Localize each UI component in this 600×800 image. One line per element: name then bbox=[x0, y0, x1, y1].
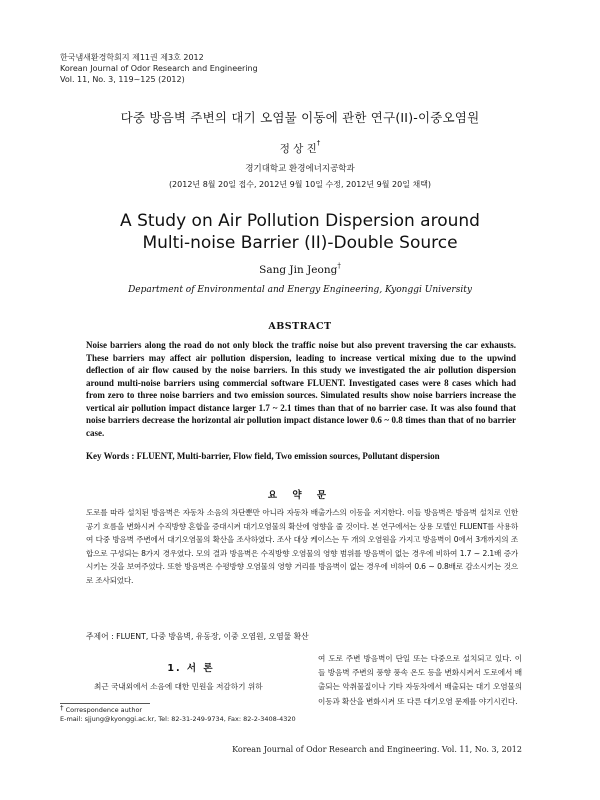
english-title bbox=[0, 210, 600, 254]
footnote-mark: † bbox=[60, 704, 64, 712]
journal-korean-name: 한국냄새환경학회지 제11권 제3호 2012 bbox=[60, 53, 204, 62]
journal-volume: Vol. 11, No. 3, 119~125 (2012) bbox=[60, 75, 185, 84]
korean-abstract-body: 도로를 따라 설치된 방음벽은 자동차 소음의 차단뿐만 아니라 자동차 배출가스의 이동을 저지한다. 이들 방음벽은 방음벽 설치로 인한 공기 흐름을 변화시켜 수직방향 혼합을 증대시켜 대기오염물의 확산에 영향을 줄 것이다. 본 연구에서는 상용 모델인 FLUENT를 사용하여 다중 방음벽 주변에서 대기오염물의 확산을 조사하였다. 조사 대상 케이스는 두 개의 오염원을 가지고 방음벽이 0에서 3개까지의 조합으로 구성되는 8가지 경우였다. 모의 결과 방음벽은 수직방향 오염물의 영향 범위를 방음벽이 없는 경우에 비하여 1.7 ~ 2.1배 증가시키는 것을 보여주었다. 또한 방음벽은 수평방향 오염물의 영향 거리를 방음벽이 없는 경우에 비하여 0.6 ~ 0.8배로 감소시키는 것으로 조사되었다. bbox=[86, 508, 518, 585]
abstract-body: Noise barriers along the road do not only block the traffic noise but also prevent traversing the car exhausts. These barriers may affect air pollution dispersion, leading to increase vertical mixing due to the upwind deflection of air flow caused by the noise barriers. In this study we investigated the air pollution dispersion around multi-noise barriers using commercial software FLUENT. Investigated cases were 8 cases which had from zero to three noise barriers and two emission sources. Simulated results show noise barriers increase the vertical air pollution impact distance larger 1.7 ~ 2.1 times than that of no barrier case. It was also found that noise barriers decrease the horizontal air pollution impact distance lower 0.6 ~ 0.8 times than that of no barrier case. bbox=[86, 340, 516, 438]
footnote-contact: E-mail: sjjung@kyonggi.ac.kr, Tel: 82-31-249-9734, Fax: 82-2-3408-4320 bbox=[60, 715, 296, 723]
korean-affiliation: 경기대학교 환경에너지공학과 bbox=[245, 164, 355, 174]
page-footer: Korean Journal of Odor Research and Engineering. Vol. 11, No. 3, 2012 bbox=[232, 745, 522, 754]
english-title-line2: Multi-noise Barrier (II)-Double Source bbox=[142, 233, 458, 253]
korean-author-mark: † bbox=[316, 139, 321, 147]
korean-keywords: 주제어 : FLUENT, 다중 방음벽, 유동장, 이중 오염원, 오염물 확산 bbox=[86, 632, 309, 641]
english-affiliation: Department of Environmental and Energy Engineering, Kyonggi University bbox=[128, 285, 472, 295]
korean-abstract-heading: 요 약 문 bbox=[267, 490, 333, 501]
korean-title: 다중 방음벽 주변의 대기 오염물 이동에 관한 연구(II)-이중오염원 bbox=[120, 110, 480, 125]
english-author bbox=[0, 264, 600, 276]
journal-header bbox=[60, 52, 380, 85]
abstract-heading: ABSTRACT bbox=[268, 321, 332, 332]
section-heading-introduction: 1. 서 론 bbox=[167, 663, 215, 674]
abstract-keywords: Key Words : FLUENT, Multi-barrier, Flow field, Two emission sources, Pollutant dispersion bbox=[86, 451, 440, 461]
korean-author-name: 정 상 진 bbox=[279, 143, 317, 155]
footnote bbox=[60, 706, 310, 724]
introduction-left-text: 최근 국내외에서 소음에 대한 민원을 저감하기 위하 bbox=[94, 682, 263, 691]
korean-author bbox=[0, 141, 600, 156]
english-title-line1: A Study on Air Pollution Dispersion around bbox=[120, 211, 480, 231]
journal-english-name: Korean Journal of Odor Research and Engineering bbox=[60, 64, 258, 73]
footnote-divider bbox=[60, 703, 150, 704]
footnote-label: Correspondence author bbox=[65, 706, 143, 714]
korean-dates: (2012년 8월 20일 접수, 2012년 9월 10일 수정, 2012년 9월 20일 채택) bbox=[168, 180, 432, 189]
introduction-right-text: 여 도로 주변 방음벽이 단일 또는 다중으로 설치되고 있다. 이들 방음벽 주변의 풍향 풍속 온도 등을 변화시켜서 도로에서 배출되는 악취물질이나 기타 자동차에서 배출되는 대기 오염물의 이동과 확산을 변화시켜 또 다른 대기오염 문제를 야기시킨다. bbox=[318, 654, 522, 706]
english-author-name: Sang Jin Jeong bbox=[259, 264, 338, 276]
footnote-label-line bbox=[60, 706, 310, 715]
english-author-mark: † bbox=[337, 262, 341, 270]
